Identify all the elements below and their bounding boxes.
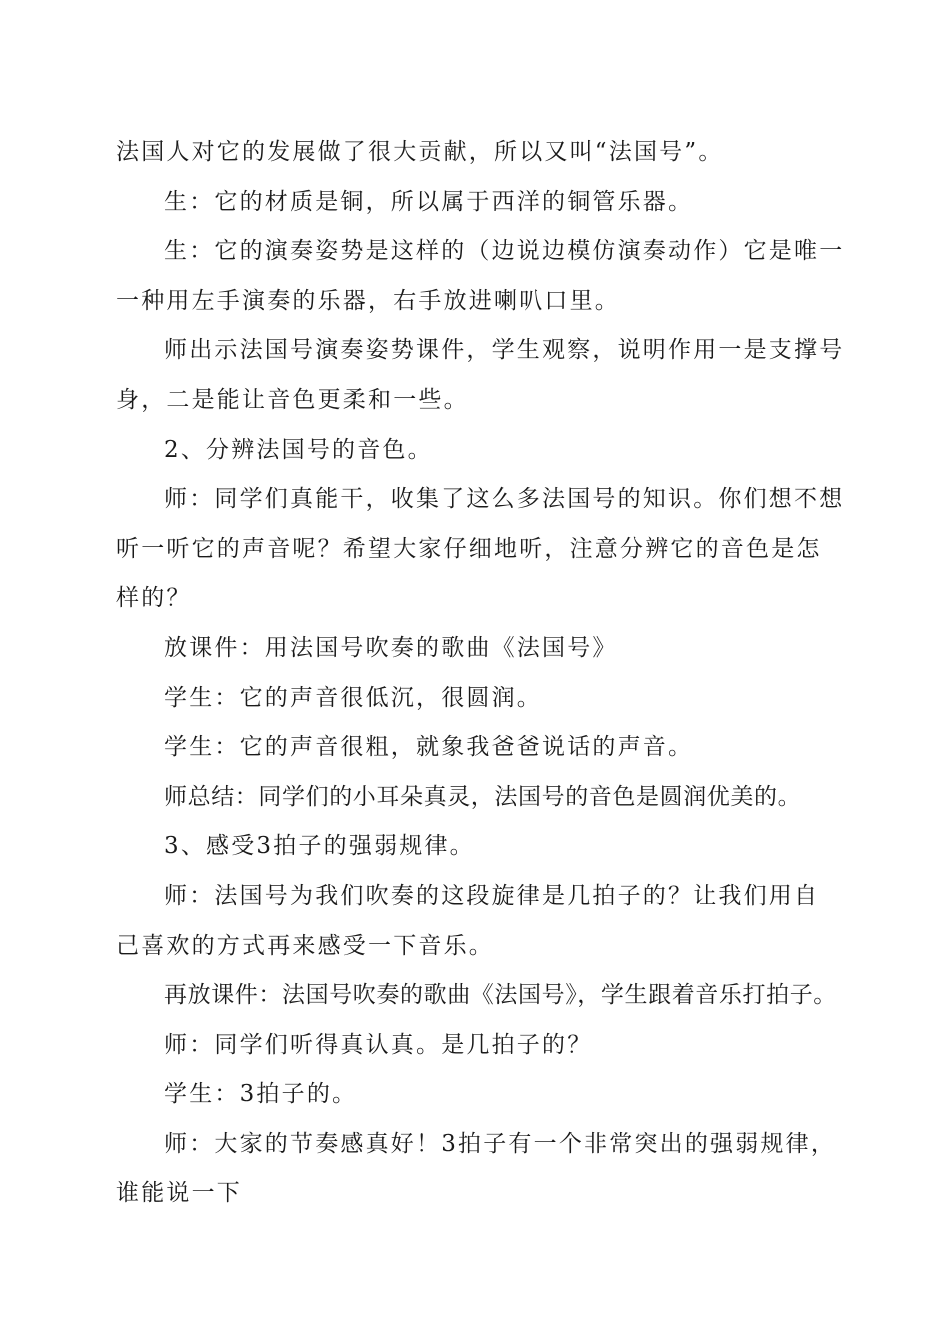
text-line-teacher-action: 师出示法国号演奏姿势课件，学生观察，说明作用一是支撑号: [164, 337, 845, 364]
text-line-student-answer: 生：它的演奏姿势是这样的（边说边模仿演奏动作）它是唯一: [164, 238, 845, 265]
text-line-continuation: 样的？: [116, 585, 192, 612]
text-line-continuation: 一种用左手演奏的乐器，右手放进喇叭口里。: [116, 287, 620, 314]
text-line-continuation: 己喜欢的方式再来感受一下音乐。: [116, 932, 494, 959]
text-line-teacher-summary: 师总结：同学们的小耳朵真灵，法国号的音色是圆润优美的。: [164, 783, 802, 810]
text-line-continuation: 身，二是能让音色更柔和一些。: [116, 386, 469, 413]
section-heading: 3、感受3拍子的强弱规律。: [164, 833, 475, 860]
text-line-student-answer: 学生：它的声音很低沉，很圆润。: [164, 684, 542, 711]
text-line-courseware: 放课件：用法国号吹奏的歌曲《法国号》: [164, 634, 618, 661]
section-heading: 2、分辨法国号的音色。: [164, 436, 433, 463]
text-line-student-answer: 生：它的材质是铜，所以属于西洋的铜管乐器。: [164, 188, 694, 215]
text-line-teacher: 师：法国号为我们吹奏的这段旋律是几拍子的？让我们用自: [164, 882, 820, 909]
text-line-continuation: 听一听它的声音呢？希望大家仔细地听，注意分辨它的音色是怎: [116, 535, 822, 562]
text-line-teacher: 师：同学们听得真认真。是几拍子的？: [164, 1031, 593, 1058]
text-line-continuation: 谁能说一下: [116, 1180, 242, 1207]
text-line-teacher: 师：大家的节奏感真好！3拍子有一个非常突出的强弱规律，: [164, 1130, 837, 1157]
text-line-courseware: 再放课件：法国号吹奏的歌曲《法国号》，学生跟着音乐打拍子。: [164, 982, 837, 1009]
text-line-teacher: 师：同学们真能干，收集了这么多法国号的知识。你们想不想: [164, 486, 845, 513]
text-line-student-answer: 学生：它的声音很粗，就象我爸爸说话的声音。: [164, 734, 694, 761]
text-line-student-answer: 学生：3拍子的。: [164, 1081, 358, 1108]
text-line-continuation: 法国人对它的发展做了很大贡献，所以又叫“法国号”。: [116, 139, 724, 165]
document-body: [116, 128, 845, 1219]
